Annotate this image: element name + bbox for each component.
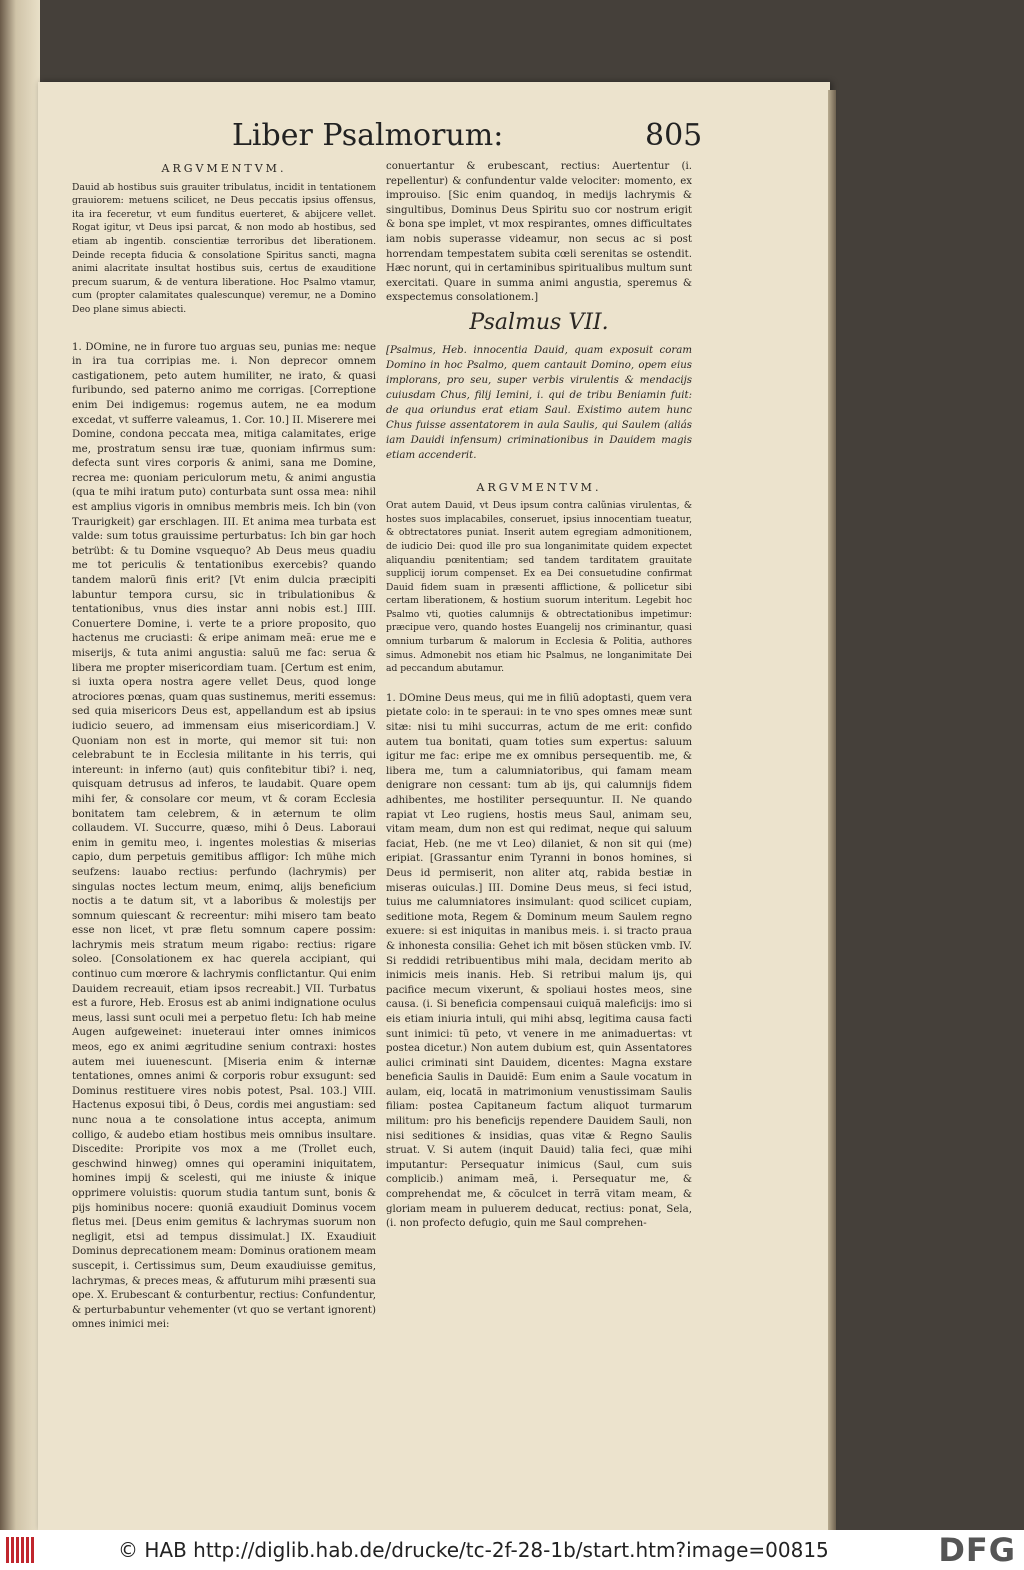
psalm-title: [Psalmus, Heb. innocentia Dauid, quam exposuit coram Domino in hoc Psalmo, quem cantauit Domino, opem eius implorans, pro seu, super verbis virulentis & mendacijs cuiusdam Chus, filij Iemini, i. qui de tribu Beniamin fuit: de qua oriundus erat etiam Saul. Existimo autem hunc Chus fuisse assentatorem in aula Saulis, qui Saulem (aliás iam Dauidi infensum) criminationibus in Dauidem magis etiam accenderit.: [386, 344, 692, 461]
footer-credit[interactable]: © HAB http://diglib.hab.de/drucke/tc-2f-28-1b/start.htm?image=00815: [118, 1538, 829, 1562]
argument-heading: ARGVMENTVM.: [161, 162, 287, 175]
running-head-title: Liber Psalmorum:: [232, 118, 504, 153]
psalm-verses-2: 1. DOmine Deus meus, qui me in filiũ adoptasti, quem vera pietate colo: in te speraui: in te vno spes omnes meæ sunt sitæ: nisi tu mihi succurras, actum de me erit: confido autem tua bonitati, quam toties sum expertus: saluum igitur me fac: eripe me ex omnibus persequentib. me, & libera me, tum a calumniatoribus, qui famam meam denigrare non cessant: tum ab ijs, qui calumnijs fidem adhibentes, me hostiliter persequuntur. II. Ne quando rapiat vt Leo rugiens, hostis meus Saul, animam seu, vitam meam, dum non est qui redimat, neque qui saluum faciat, Heb. (ne me vt Leo) dilaniet, & non sit qui (me) eripiat. [Grassantur enim Tyranni in bonos homines, si Deus id permiserit, non aliter atq, rabida bestiæ in miseras ouiculas.] III. Domine Deus meus, si feci istud, tuius me calumniatores insimulant: quod scilicet cupiam, seditione mota, Regem & Dominum meum Saulem regno exuere: si est iniquitas in manibus meis. i. si tracto praua & inhonesta consilia: Gehet ich mit bösen stücken vmb. IV. Si reddidi retribuentibus mihi mala, decidam merito ab inimicis meis inanis. Heb. Si retribui malum ijs, qui pacifice mecum vixerunt, & spoliaui hostes meos, sine causa. (i. Si beneficia compensaui cuiquã maleficijs: imo si eis etiam iniuria intuli, qui mihi absq, legitima causa facti sunt inimici: tũ peto, vt venere in me animaduertas: vt postea dicetur.) Non autem dubium est, quin Assentatores aulici criminati sint Dauidem, dicentes: Magna exstare beneficia Saulis in Dauidẽ: Eum enim a Saule vocatum in aulam, eiq, locatã in matrimonium venustissimam Saulis filiam: postea Capitaneum factum aliquot turmarum militum: pro his beneficijs rependere Dauidem Sauli, non nisi seditiones & insidias, quas vitæ & Regno Saulis struat. V. Si autem (inquit Dauid) talia feci, quæ mihi imputantur: Persequatur inimicus (Saul, cum suis complicib.) animam meã, i. Persequatur me, & comprehendat me, & cõculcet in terrã vitam meam, & gloriam meam in puluerem deducat, rectius: ponat, Sela, (i. non profecto defugio, quin me Saul comprehen-: [386, 692, 692, 1230]
footer-bar: [0, 1530, 1024, 1570]
argument-text: Dauid ab hostibus suis grauiter tribulatus, incidit in tentationem grauiorem: metuens scilicet, ne Deus peccatis ipsius offensus, ita ira feceretur, vt eum funditus euerteret, & abijcere vellet. Rogat igitur, vt Deus ipsi parcat, & non modo ab hostibus, sed etiam ab ingentib. conscientiæ terroribus det liberationem. Deinde recepta fiducia & consolatione Spiritus sancti, magna animi alacritate insultat hostibus suis, certus de exauditione precum suarum, & de ventura liberatione. Hoc Psalmo vtamur, cum (propter calamitates qualescunque) veremur, ne a Domino Deo plane simus abiecti.: [72, 181, 376, 315]
dfg-logo: DFG: [938, 1531, 1016, 1569]
psalm-verses: 1. DOmine, ne in furore tuo arguas seu, punias me: neque in ira tua corripias me. i. Non deprecor omnem castigationem, peto autem humiliter, ne irato, & quasi furibundo, sed paterno animo me corrigas. [Correptione enim Dei indigemus: rogemus autem, ne ea modum excedat, vt sufferre valeamus, 1. Cor. 10.] II. Miserere mei Domine, condona peccata mea, mitiga calamitates, erige me, prostratum sensu iræ tuæ, quoniam infirmus sum: defecta sunt vires corporis & animi, sana me Domine, recrea me: quoniam periculorum metu, & animi angustia (qua te mihi iratum puto) conturbata sunt ossa mea: nihil est amplius vigoris in omnibus membris meis. Ich bin (von Traurigkeit) gar erschlagen. III. Et anima mea turbata est valde: sum totus grauissime perturbatus: Ich bin gar hoch betrübt: & tu Domine vsquequo? Ab Deus meus quadiu me tot periculis & tentationibus exercebis? quando tandem malorũ finis erit? [Vt enim dulcia præcipiti labuntur tempora cursu, sic in tribulationibus & tentationibus, vnus dies instar anni nobis est.] IIII. Conuertere Domine, i. verte te a priore proposito, quo hactenus me cruciasti: & eripe animam meã: erue me e miserijs, & tuta animi angustia: saluũ me fac: serua & libera me propter misericordiam tuam. [Certum est enim, si iuxta opera nostra agere vellet Deus, quod longe atrociores pœnas, quam quas sustinemus, meriti essemus: sed quia misericors Deus est, appellandum est ab ipsius iudicio seuero, ad immensam eius misericordiam.] V. Quoniam non est in morte, qui memor sit tui: non celebrabunt te in Ecclesia militante in his terris, qui intereunt: in inferno (aut) quis confitebitur tibi? i. neq, quisquam detrusus ad inferos, te laudabit. Quare opem mihi fer, & consolare cor meum, vt & coram Ecclesia bonitatem tam celebrem, & in æternum te olim collaudem. VI. Succurre, quæso, mihi ô Deus. Laboraui enim in gemitu meo, i. ingentes molestias & miserias capio, dum perpetuis gemitibus affligor: Ich mühe mich seufzens: lauabo rectius: perfundo (lachrymis) per singulas noctes lectum meum, enimq, alijs beneficium noctis a te datum sit, vt a laboribus & molestijs per somnum quiescant & recreentur: mihi misero tam beato esse non licet, vt præ fletu somnum capere possim: lachrymis meis stratum meum rigabo: rectius: rigare soleo. [Consolationem ex hac querela accipiant, qui continuo cum mœrore & lachrymis conflictantur. Qui enim Dauidem recreauit, etiam ipsos recreabit.] VII. Turbatus est a furore, Heb. Erosus est ab animi indignatione oculus meus, lassi sunt oculi mei a perpetuo fletu: Ich hab meine Augen aufgeweinet: inueteraui inter omnes inimicos meos, ego ex animi ægritudine senium contraxi: hostes autem mei iuuenescunt. [Miseria enim & internæ tentationes, omnes animi & corporis robur exsugunt: sed Dominus restituere vires nobis potest, Psal. 103.] VIII. Hactenus exposui tibi, ô Deus, cordis mei angustiam: sed nunc noua a te consolatione intus accepta, animum colligo, & audebo etiam hostibus meis omnibus insultare. Discedite: Proripite vos mox a me (Trollet euch, geschwind hinweg) omnes qui operamini iniquitatem, homines impij & scelesti, qui me iniuste & inique opprimere voluistis: quorum studia tantum sunt, bonis & pijs hominibus nocere: quoniã exaudiuit Dominus vocem fletus mei. [Deus enim gemitus & lachrymas suorum non negligit, etsi ad tempus dissimulat.] IX. Exaudiuit Dominus deprecationem meam: Dominus orationem meam suscepit, i. Certissimus sum, Deum exaudiuisse gemitus, lachrymas, & preces meas, & affuturum mihi præsenti sua ope. X. Erubescant & conturbentur, rectius: Confundentur, & perturbabuntur vehementer (vt quo se vertant ignorent) omnes inimici mei:: [72, 341, 376, 1331]
left-column: [72, 160, 376, 1333]
argument-text-2: Orat autem Dauid, vt Deus ipsum contra calũnias virulentas, & hostes suos implacabiles, conseruet, ipsius innocentiam tueatur, & obtrectatores puniat. Inserit autem egregiam admonitionem, de iudicio Dei: quod ille pro sua longanimitate quidem expectet aliquandiu pœnitentiam; sed tandem tarditatem grauitate supplicij iorum compenset. Ex ea Dei consuetudine confirmat Dauid fidem suam in præsenti afflictione, & pollicetur sibi certam liberationem, & hostium suorum interitum. Legebit hoc Psalmo vti, quoties calumnijs & obtrectationibus impetimur: præcipue vero, quando hostes Euangelij nos criminantur, quasi omnium turbarum & malorum in Ecclesia & Politia, authores simus. Admonebit nos etiam hic Psalmus, ne longanimitate Dei ad peccandum abutamur.: [386, 500, 692, 675]
argument-heading-2: ARGVMENTVM.: [476, 480, 602, 494]
page-number: 805: [645, 118, 703, 153]
page-edge-shadow: [828, 90, 836, 1530]
psalm-heading: Psalmus VII.: [469, 309, 609, 335]
hab-barcode-icon: [6, 1537, 36, 1563]
adjacent-page-edge: [0, 0, 40, 1530]
right-column: [386, 160, 692, 1232]
psalm-continuation: conuertantur & erubescant, rectius: Auertentur (i. repellentur) & confundentur valde velociter: momento, ex improuiso. [Sic enim quandoq, in medijs lachrymis & singultibus, Dominus Deus Spiritu suo cor nostrum erigit & bona spe implet, vt mox respirantes, omnes difficultates iam nobis superasse videamur, non secus ac si post horrendam tempestatem subita cœli serenitas se ostendit. Hæc norunt, qui in certaminibus spiritualibus multum sunt exercitati. Quare in summa animi angustia, speremus & exspectemus consolationem.]: [386, 161, 692, 304]
